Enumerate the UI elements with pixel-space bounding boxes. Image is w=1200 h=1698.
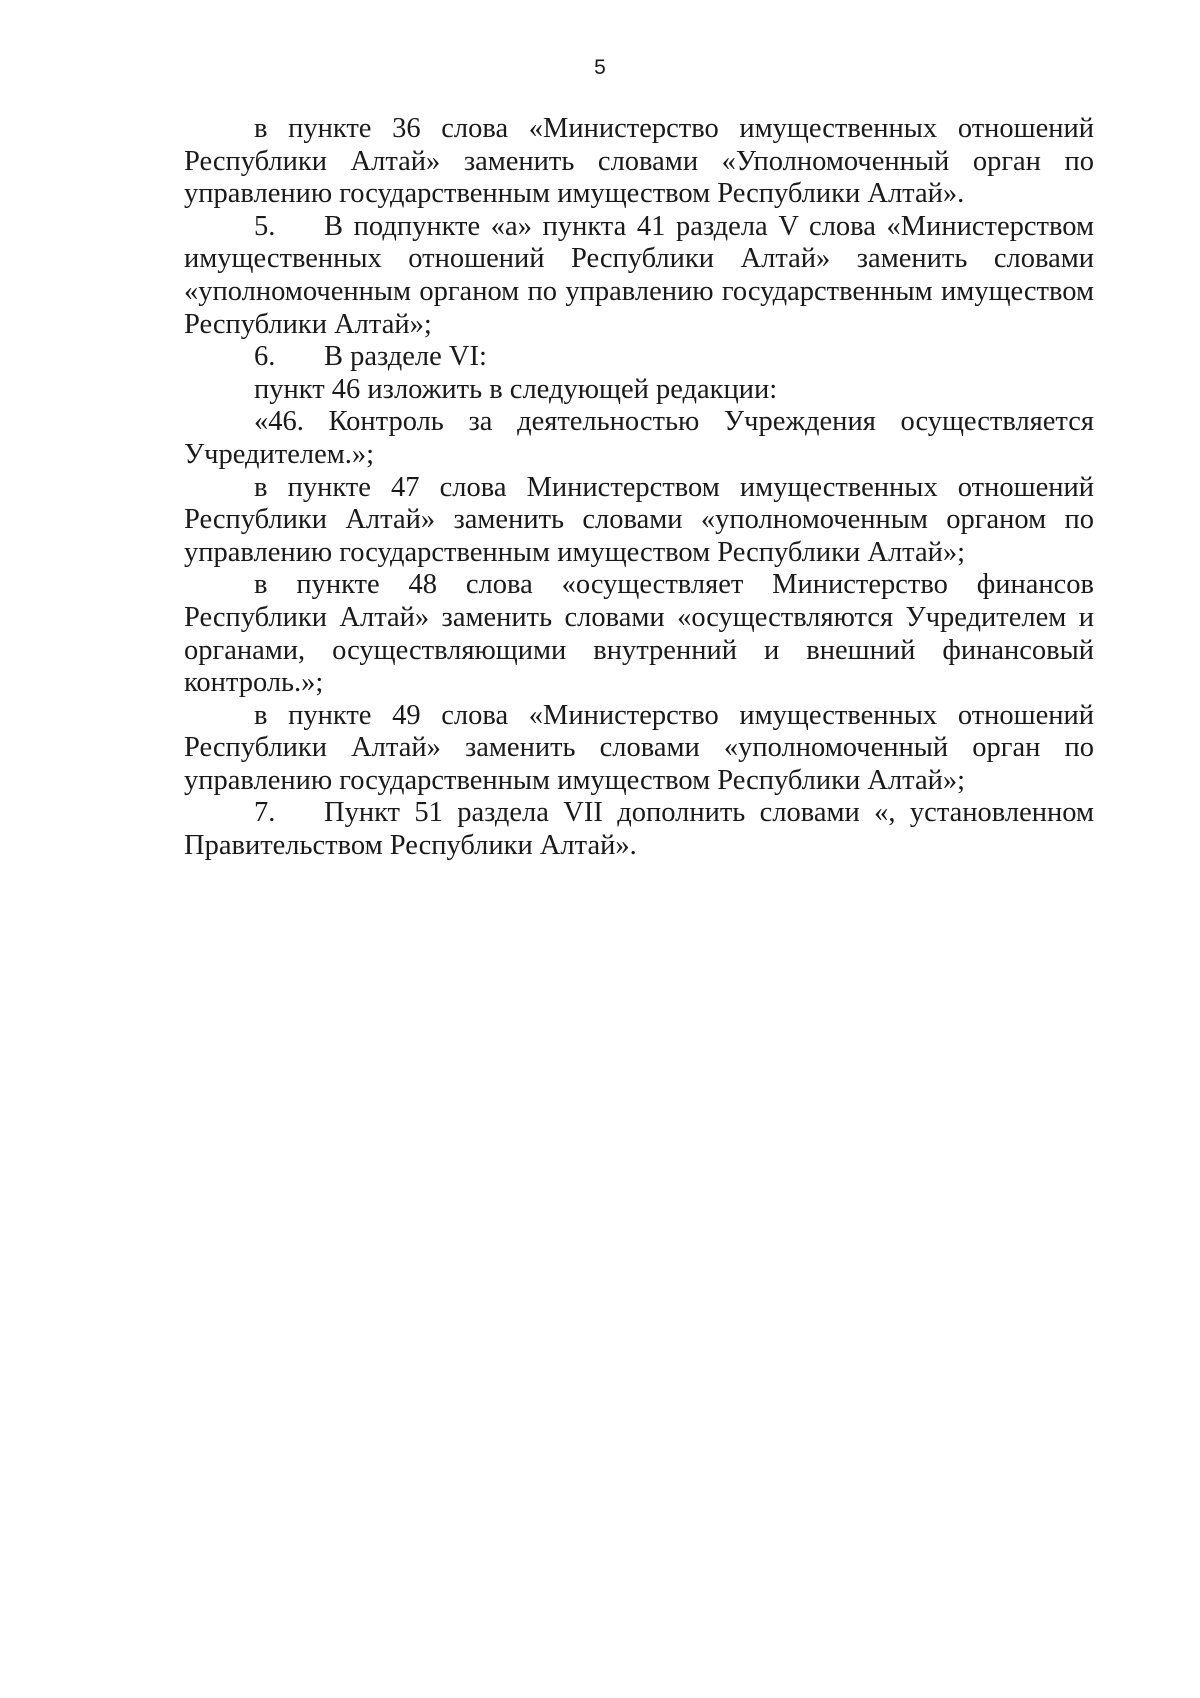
paragraph-text: в пункте 47 слова Министерством имущественных отношений Республики Алтай» заменить словами «уполномоченным органом по управлению государственным имуществом Республики Алтай»; [184, 471, 1094, 568]
paragraph-7 [184, 797, 1094, 862]
paragraph-item-48 [184, 569, 1094, 699]
paragraph-text: Пункт 51 раздела VII дополнить словами «, установленном Правительством Республики Алтай». [184, 797, 1094, 862]
paragraph-number: 6. [254, 341, 276, 373]
paragraph-text: в пункте 48 слова «осуществляет Министерство финансов Республики Алтай» заменить словами «осуществляются Учредителем и органами, осуществляющими внутренний и внешний финансовый контроль.»; [184, 569, 1094, 699]
paragraph-item-49 [184, 700, 1094, 798]
paragraph-item-46-text [184, 406, 1094, 471]
paragraph-item-47 [184, 472, 1094, 570]
paragraph-text: пункт 46 изложить в следующей редакции: [254, 373, 778, 405]
paragraph-text: В подпункте «а» пункта 41 раздела V слова «Министерством имущественных отношений Республики Алтай» заменить словами «уполномоченным органом по управлению государственным имуществом Республики Алтай»; [184, 210, 1094, 340]
paragraph-number: 5. [254, 210, 276, 242]
paragraph-5 [184, 211, 1094, 341]
paragraph-item-36 [184, 113, 1094, 211]
paragraph-text: в пункте 36 слова «Министерство имущественных отношений Республики Алтай» заменить словами «Уполномоченный орган по управлению государственным имуществом Республики Алтай». [184, 113, 1094, 210]
paragraph-item-46-intro [184, 374, 1094, 407]
paragraph-text: В разделе VI: [324, 341, 487, 373]
page-number: 5 [594, 56, 606, 79]
document-body [184, 113, 1094, 863]
paragraph-6 [184, 341, 1094, 374]
paragraph-text: «46. Контроль за деятельностью Учреждения осуществляется Учредителем.»; [184, 406, 1094, 470]
paragraph-text: в пункте 49 слова «Министерство имущественных отношений Республики Алтай» заменить словами «уполномоченный орган по управлению государственным имуществом Республики Алтай»; [184, 699, 1094, 796]
paragraph-number: 7. [254, 797, 276, 829]
